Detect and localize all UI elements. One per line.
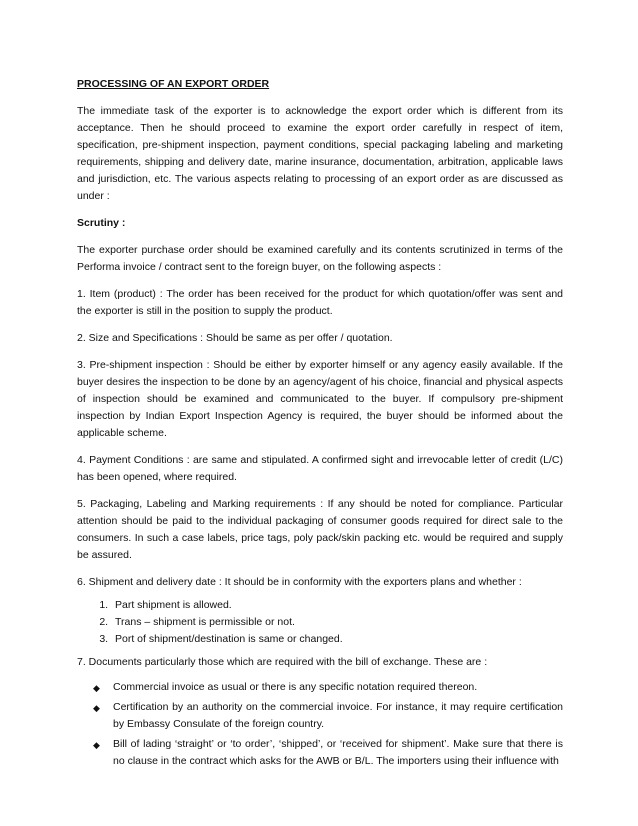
documents-intro: 7. Documents particularly those which are required with the bill of exchange. These are :: [77, 656, 488, 668]
list-item: [77, 699, 563, 733]
list-item: [77, 736, 563, 770]
document-body: [77, 76, 563, 773]
bullet-icon: ◆: [93, 740, 100, 750]
point-shipment-delivery: 6. Shipment and delivery date : It should be in conformity with the exporters plans and whether :: [77, 576, 522, 588]
list-item-text: Certification by an authority on the commercial invoice. For instance, it may require certification by Embassy Consulate of the foreign country.: [113, 701, 563, 730]
point-item: 1. Item (product) : The order has been received for the product for which quotation/offer was sent and the exporter is still in the position to supply the product.: [77, 288, 563, 317]
list-item: 3. Port of shipment/destination is same or changed.: [111, 631, 563, 648]
point-packaging-labeling: 5. Packaging, Labeling and Marking requirements : If any should be noted for compliance. Particular attention should be paid to the individual packaging of consumer goods required for direct sale to the consumers. In such a case labels, price tags, poly pack/skin packing etc. would be required and supply be assured.: [77, 498, 563, 561]
point-payment-conditions: 4. Payment Conditions : are same and stipulated. A confirmed sight and irrevocable letter of credit (L/C) has been opened, where required.: [77, 454, 563, 483]
point-size-specifications: 2. Size and Specifications : Should be same as per offer / quotation.: [77, 332, 393, 344]
bullet-icon: ◆: [93, 703, 100, 713]
shipment-conditions-list: [77, 597, 563, 648]
list-item: [77, 679, 563, 696]
point-pre-shipment-inspection: 3. Pre-shipment inspection : Should be either by exporter himself or any agency easily available. If the buyer desires the inspection to be done by an agency/agent of his choice, financial and physical aspects of inspection should be examined and communicated to the buyer. If compulsory pre-shipment inspection by Indian Export Inspection Agency is required, the buyer should be informed about the applicable scheme.: [77, 359, 563, 439]
bullet-icon: ◆: [93, 683, 100, 693]
list-item: 1. Part shipment is allowed.: [111, 597, 563, 614]
document-title: PROCESSING OF AN EXPORT ORDER: [77, 78, 270, 90]
list-item-text: Commercial invoice as usual or there is any specific notation required thereon.: [113, 681, 478, 693]
intro-paragraph: The immediate task of the exporter is to acknowledge the export order which is different from its acceptance. Then he should proceed to examine the export order carefully in respect of item, specification, pre-shipment inspection, payment conditions, special packaging labeling and marketing requirements, shipping and delivery date, marine insurance, documentation, arbitration, applicable laws and jurisdiction, etc. The various aspects relating to processing of an export order as are discussed as under :: [77, 105, 563, 202]
scrutiny-paragraph: The exporter purchase order should be examined carefully and its contents scrutinized in terms of the Performa invoice / contract sent to the foreign buyer, on the following aspects :: [77, 244, 563, 273]
list-item-text: Bill of lading ‘straight’ or ‘to order’, ‘shipped’, or ‘received for shipment’. Make sure that there is no clause in the contract which asks for the AWB or B/L. The importers using their influence with: [113, 738, 563, 767]
documents-list: [77, 679, 563, 770]
list-item: 2. Trans – shipment is permissible or not.: [111, 614, 563, 631]
scrutiny-heading: Scrutiny :: [77, 217, 126, 229]
